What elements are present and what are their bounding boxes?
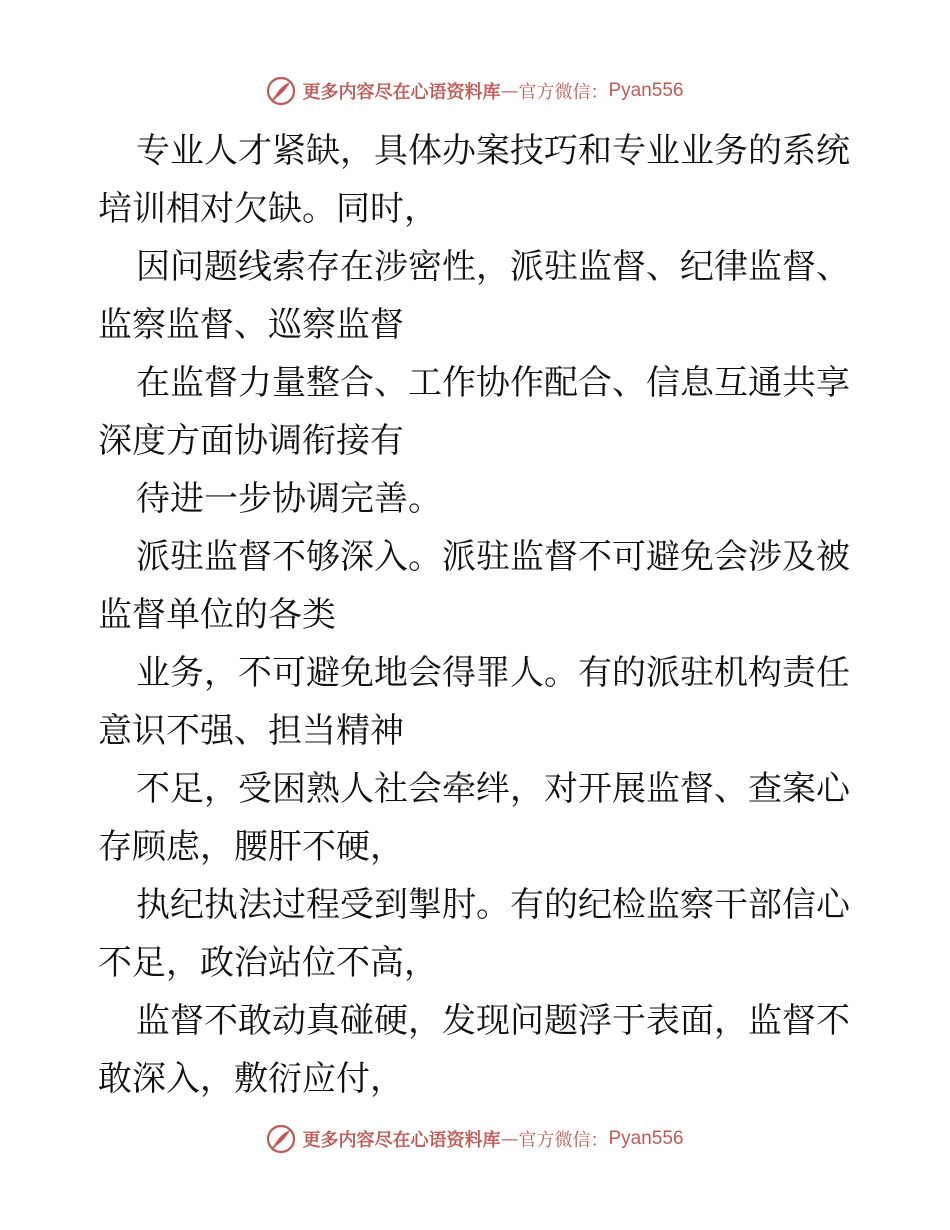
watermark-contact-id: Pyan556: [608, 80, 684, 101]
footer-watermark: [0, 1122, 950, 1156]
quill-logo-icon: [266, 1124, 296, 1154]
paragraph: 在监督力量整合、工作协作配合、信息互通共享深度方面协调衔接有: [98, 363, 850, 461]
paragraph: 监督不敢动真碰硬，发现问题浮于表面，监督不敢深入，敷衍应付，: [98, 1001, 850, 1099]
watermark-brand: 更多内容尽在心语资料库: [302, 1130, 501, 1151]
quill-logo-icon: [266, 76, 296, 106]
paragraph: 待进一步协调完善。: [136, 479, 442, 519]
paragraph: 执纪执法过程受到掣肘。有的纪检监察干部信心不足，政治站位不高，: [98, 885, 850, 983]
paragraph: 业务，不可避免地会得罪人。有的派驻机构责任意识不强、担当精神: [98, 653, 850, 751]
header-watermark: [0, 74, 950, 108]
paragraph: 因问题线索存在涉密性，派驻监督、纪律监督、监察监督、巡察监督: [98, 247, 850, 345]
watermark-contact-label: 官方微信：: [518, 82, 609, 103]
document-body: [98, 122, 858, 1108]
watermark-contact-label: 官方微信：: [518, 1130, 609, 1151]
watermark-brand: 更多内容尽在心语资料库: [302, 82, 501, 103]
watermark-contact-id: Pyan556: [608, 1128, 684, 1149]
watermark-separator: —: [500, 80, 519, 102]
paragraph: 专业人才紧缺，具体办案技巧和专业业务的系统培训相对欠缺。同时，: [98, 131, 850, 229]
paragraph: 不足，受困熟人社会牵绊，对开展监督、查案心存顾虑，腰肝不硬，: [98, 769, 850, 867]
paragraph: 派驻监督不够深入。派驻监督不可避免会涉及被监督单位的各类: [98, 537, 850, 635]
watermark-separator: —: [500, 1128, 519, 1150]
